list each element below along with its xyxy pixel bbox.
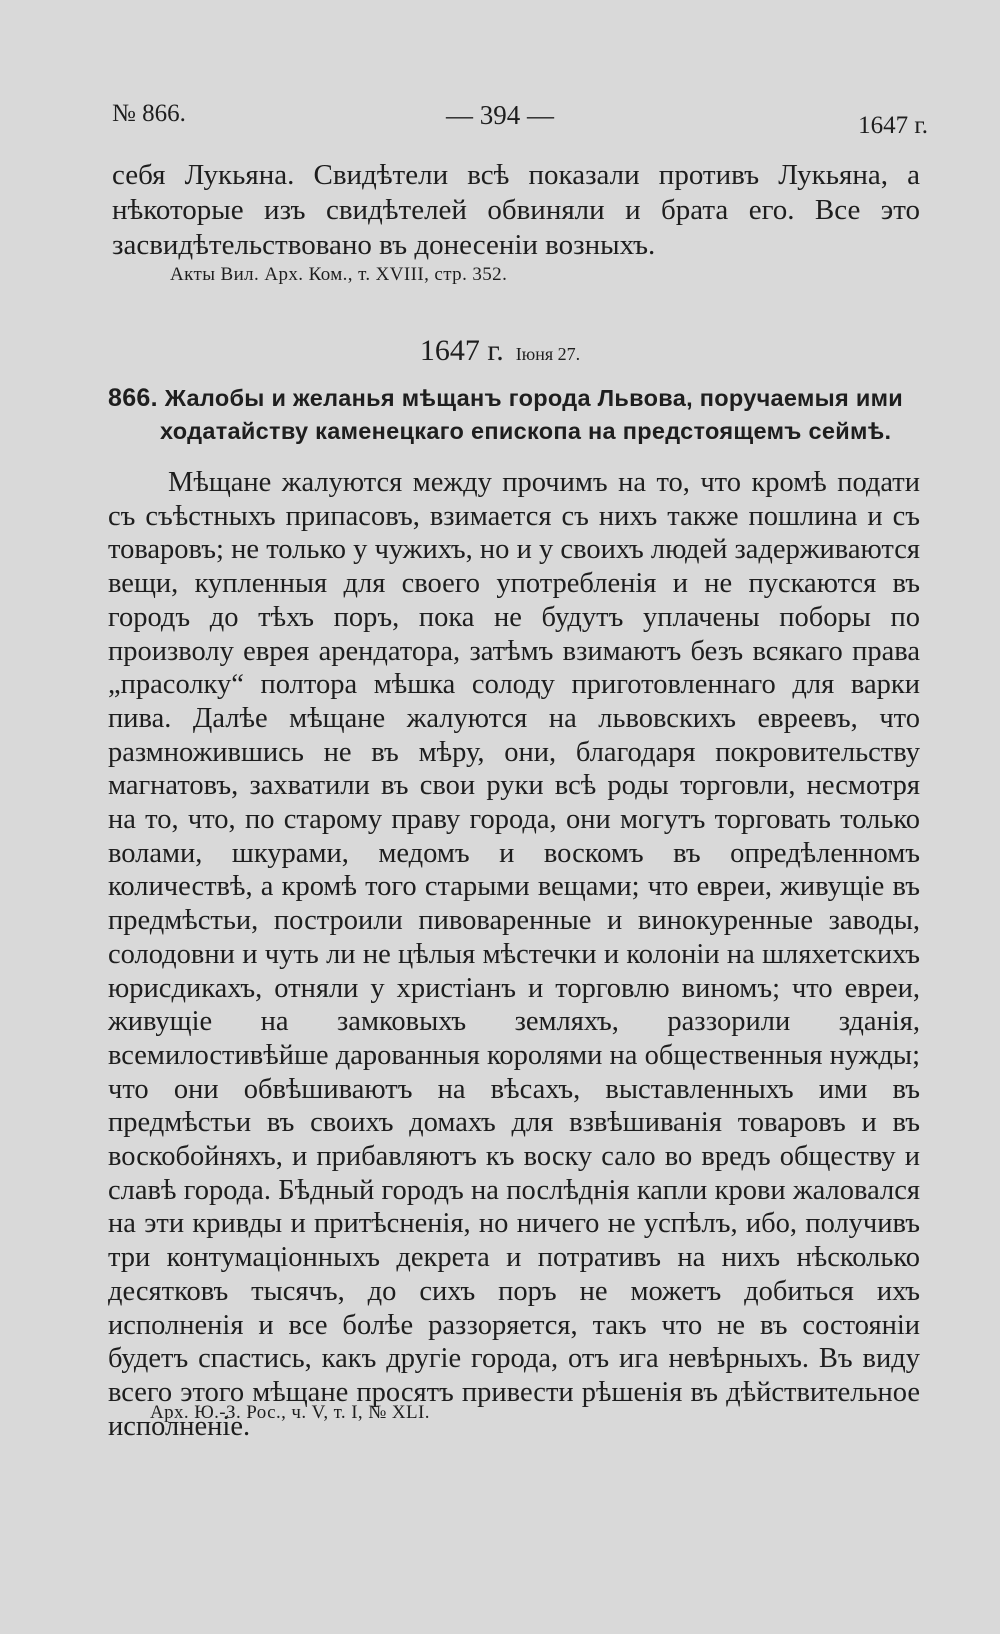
entry-dateline [0,334,1000,368]
previous-entry-continuation [112,158,920,263]
entry-year: 1647 г. [419,334,504,367]
entry-title-line-2: ходатайству каменецкаго епископа на предстоящемъ сеймѣ. [160,418,892,444]
entry-title-line-1: Жалобы и желанья мѣщанъ города Львова, поручаемыя ими [164,385,904,411]
header-year: 1647 г. [858,112,928,139]
document-number: № 866. [112,100,186,127]
entry-body [108,466,920,1443]
page-header [0,100,1000,140]
entry-title [108,382,922,448]
entry-body-text: Мѣщане жалуются между прочимъ на то, что кромѣ подати съ съѣстныхъ припасовъ, взимается съ нихъ также пошлина и съ товаровъ; не только у чужихъ, но и у своихъ людей задерживаются вещи, купленныя для своего употребленiя и не пускаются въ городъ до тѣхъ поръ, пока не будутъ уплачены поборы по произволу еврея арендатора, затѣмъ взимаютъ безъ всякаго права „прасолку“ полтора мѣшка солоду приготовленнаго для варки пива. Далѣе мѣщане жалуются на львовскихъ евреевъ, что размножившись не въ мѣру, они, благодаря покровительству магнатовъ, захватили въ свои руки всѣ роды торговли, несмотря на то, что, по старому праву города, они могутъ торговать только волами, шкурами, медомъ и воскомъ въ опредѣленномъ количествѣ, а кромѣ того старыми вещами; что евреи, живущiе въ предмѣстьи, построили пивоваренные и винокуренные заводы, солодовни и чуть ли не цѣлыя мѣстечки и колонiи на шляхетскихъ юрисдикахъ, отняли у христiанъ и торговлю виномъ; что евреи, живущiе на замковыхъ земляхъ, раззорили зданiя, всемилостивѣйше дарованныя королями на общественныя нужды; что они обвѣшиваютъ на вѣсахъ, выставленныхъ ими въ предмѣстьи въ своихъ домахъ для взвѣшиванiя товаровъ и въ воскобойняхъ, и прибавляютъ къ воску сало во вредъ обществу и славѣ города. Бѣдный городъ на послѣднiя капли крови жаловался на эти кривды и притѣсненiя, но ничего не успѣлъ, ибо, получивъ три контумацiонныхъ декрета и потративъ на нихъ нѣсколько десятковъ тысячъ, до сихъ поръ не можетъ добиться ихъ исполненiя и все болѣе раззоряется, такъ что не въ состоянiи будетъ спастись, какъ другiе города, отъ ига невѣрныхъ. Въ виду всего этого мѣщане просятъ привести рѣшенiя въ дѣйствительное исполненiе. [108,467,920,1442]
page-number: — 394 — [446,100,554,130]
previous-entry-source: Акты Вил. Арх. Ком., т. XVIII, стр. 352. [170,264,508,285]
entry-number: 866. [108,384,158,412]
entry-date: Iюня 27. [515,344,581,364]
continuation-text: себя Лукьяна. Свидѣтели всѣ показали противъ Лукьяна, а нѣкоторые изъ свидѣтелей обвиняли и брата его. Все это засвидѣтельствовано въ донесенiи возныхъ. [112,159,920,261]
entry-source: Арх. Ю.-З. Рос., ч. V, т. I, № XLI. [150,1402,430,1423]
